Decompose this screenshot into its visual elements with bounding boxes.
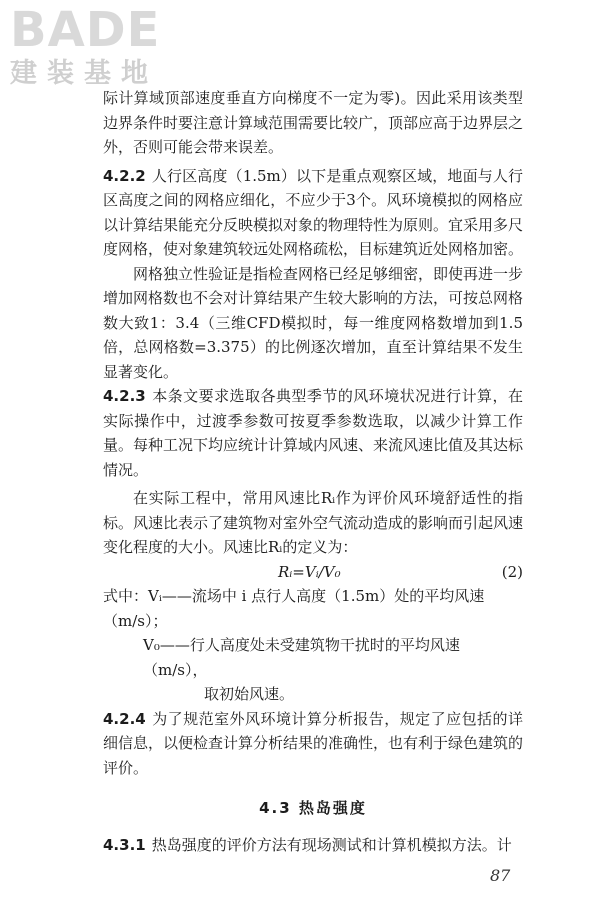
clause-number: 4.3.1 (103, 835, 146, 854)
section-title: 4.3 热岛强度 (259, 799, 367, 817)
definition-v0: V₀——行人高度处未受建筑物干扰时的平均风速（m/s）， (143, 636, 460, 679)
formula-wind-ratio (103, 560, 523, 585)
paragraph-grid-independence: 网格独立性验证是指检查网格已经足够细密，即使再进一步增加网格数也不会对计算结果产生较大影响的方法，可按总网格数大致1：3.4（三维CFD模拟时，每一维度网格数增加到1.5倍，总网格数=3.375）的比例逐次增加，直至计算结果不发生显著变化。 (103, 264, 524, 381)
page-number: 87 (490, 866, 511, 885)
clause-4-2-2 (103, 164, 523, 262)
clause-text: 本条文要求选取各典型季节的风环境状况进行计算，在实际操作中，过渡季参数可按夏季参数选取，以减少计算工作量。每种工况下均应统计计算域内风速、来流风速比值及其达标情况。 (103, 387, 524, 479)
clause-text: 为了规范室外风环境计算分析报告，规定了应包括的详细信息，以便检查计算分析结果的准确性，也有利于绿色建筑的评价。 (103, 709, 524, 777)
formula-number: (2) (501, 562, 523, 581)
clause-4-2-3 (103, 384, 523, 482)
definition-vi: 式中：Vᵢ——流场中 i 点行人高度（1.5m）处的平均风速（m/s）； (103, 587, 485, 630)
clause-4-2-4 (103, 707, 523, 781)
paragraph-wind-ratio: 在实际工程中，常用风速比Rᵢ作为评价风环境舒适性的指标。风速比表示了建筑物对室外空气流动造成的影响而引起风速变化程度的大小。风速比Rᵢ的定义为： (103, 489, 524, 556)
clause-text: 人行区高度（1.5m）以下是重点观察区域，地面与人行区高度之间的网格应细化，不应少于3个。风环境模拟的网格应以计算结果能充分反映模拟对象的物理特性为原则。宜采用多尺度网格，使对象建筑较远处网格疏松，目标建筑近处网格加密。 (103, 166, 524, 258)
formula-expression: Rᵢ=Vᵢ/V₀ (278, 562, 341, 581)
logo-text-bade: BADE (10, 2, 161, 58)
clause-text: 热岛强度的评价方法有现场测试和计算机模拟方法。计 (151, 835, 512, 854)
bade-watermark-logo (0, 0, 180, 92)
clause-number: 4.2.2 (103, 166, 146, 185)
clause-number: 4.2.4 (103, 709, 146, 728)
paragraph-continued: 际计算域顶部速度垂直方向梯度不一定为零)。因此采用该类型边界条件时要注意计算域范围需要比较广，顶部应高于边界层之外，否则可能会带来误差。 (103, 89, 524, 156)
definition-v0-continued: 取初始风速。 (204, 685, 295, 703)
clause-4-3-1 (103, 833, 523, 858)
clause-number: 4.2.3 (103, 387, 146, 405)
logo-text-chinese: 建装基地 (10, 58, 158, 89)
document-page (103, 86, 523, 857)
